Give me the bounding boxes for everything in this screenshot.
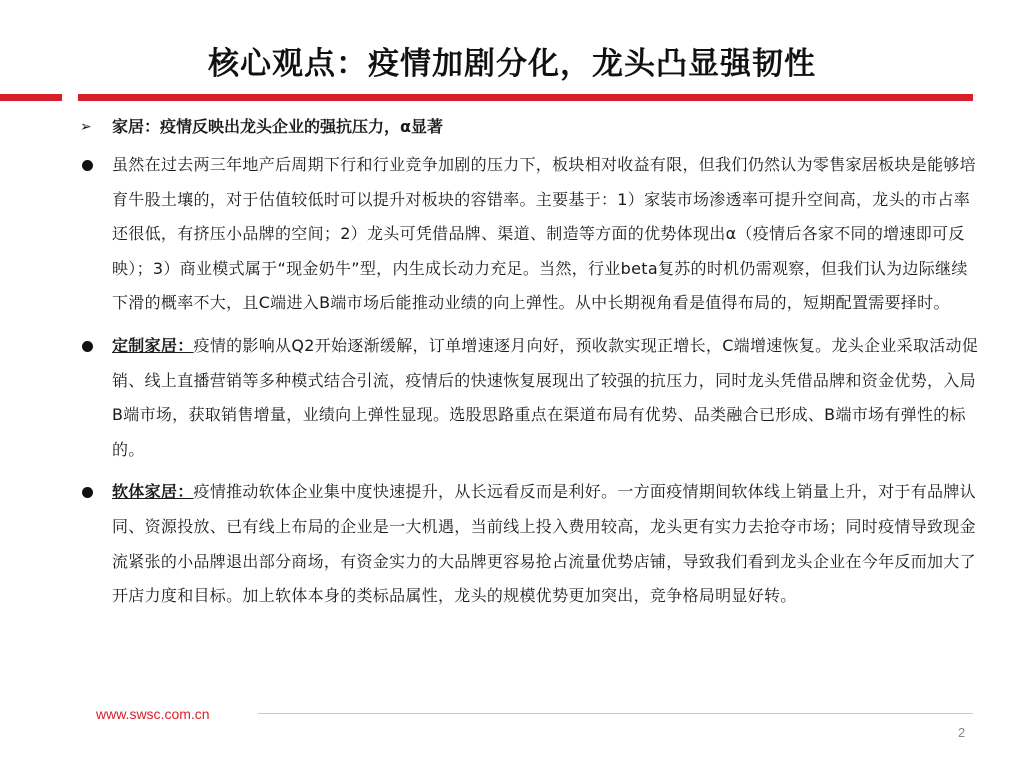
page-number: 2 <box>958 725 966 740</box>
bullet-dot-icon <box>82 160 93 171</box>
title-underline <box>78 94 973 101</box>
slide-title: 核心观点：疫情加剧分化，龙头凸显强韧性 <box>208 46 816 82</box>
bullet-paragraph-custom-furniture <box>78 329 983 467</box>
footer-website-link[interactable]: www.swsc.com.cn <box>96 706 210 722</box>
bullet-dot-icon <box>82 341 93 352</box>
bullet-dot-icon <box>82 487 93 498</box>
paragraph-text: 疫情的影响从Q2开始逐渐缓解，订单增速逐月向好，预收款实现正增长，C端增速恢复。龙头企业采取活动促销、线上直播营销等多种模式结合引流，疫情后的快速恢复展现出了较强的抗压力，同时龙头凭借品牌和资金优势，入局B端市场，获取销售增量，业绩向上弹性显现。选股思路重点在渠道布局有优势、品类融合已形成、B端市场有弹性的标的。 <box>112 335 979 459</box>
section-heading <box>78 112 983 142</box>
section-heading-text: 家居：疫情反映出龙头企业的强抗压力，α显著 <box>112 117 443 136</box>
bullet-paragraph-overview <box>78 148 983 321</box>
arrow-bullet-icon: ➢ <box>80 119 92 135</box>
slide-body <box>78 112 983 622</box>
footer-divider <box>258 713 973 714</box>
title-underline-left <box>0 94 62 101</box>
bullet-paragraph-soft-furniture <box>78 475 983 613</box>
paragraph-text: 虽然在过去两三年地产后周期下行和行业竞争加剧的压力下，板块相对收益有限，但我们仍然认为零售家居板块是能够培育牛股土壤的，对于估值较低时可以提升对板块的容错率。主要基于：1）家装市场渗透率可提升空间高，龙头的市占率还很低，有挤压小品牌的空间；2）龙头可凭借品牌、渠道、制造等方面的优势体现出α（疫情后各家不同的增速即可反映）；3）商业模式属于“现金奶牛”型，内生成长动力充足。当然，行业beta复苏的时机仍需观察，但我们认为边际继续下滑的概率不大，且C端进入B端市场后能推动业绩的向上弹性。从中长期视角看是值得布局的，短期配置需要择时。 <box>112 155 976 313</box>
paragraph-lead: 定制家居： <box>112 335 194 355</box>
paragraph-lead: 软体家居： <box>112 482 194 502</box>
paragraph-text: 疫情推动软体企业集中度快速提升，从长远看反而是利好。一方面疫情期间软体线上销量上升，对于有品牌认同、资源投放、已有线上布局的企业是一大机遇，当前线上投入费用较高，龙头更有实力去抢夺市场；同时疫情导致现金流紧张的小品牌退出部分商场，有资金实力的大品牌更容易抢占流量优势店铺，导致我们看到龙头企业在今年反而加大了开店力度和目标。加上软体本身的类标品属性，龙头的规模优势更加突出，竞争格局明显好转。 <box>112 482 976 606</box>
